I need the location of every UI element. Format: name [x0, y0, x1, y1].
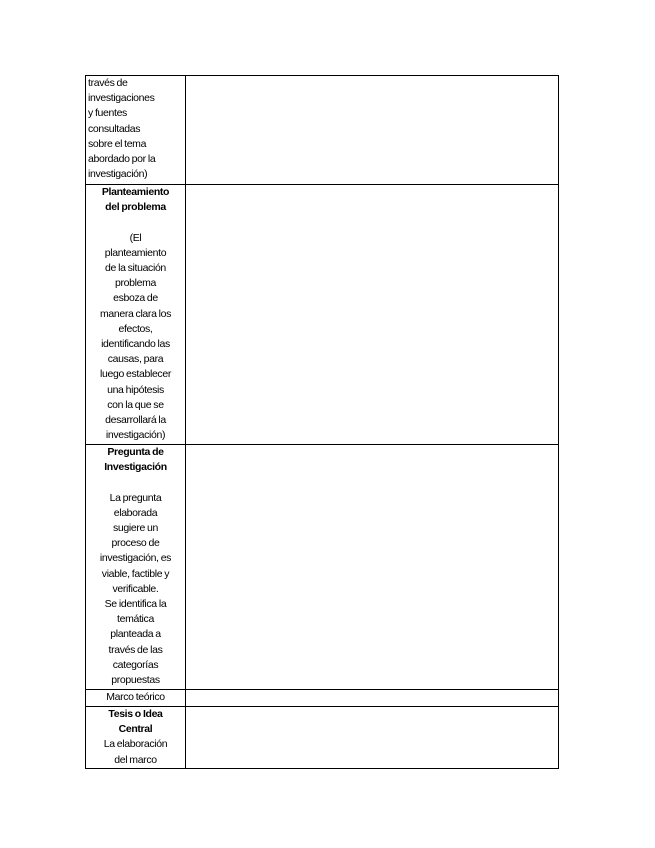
criterion-cell: [86, 76, 186, 185]
table-row: [86, 185, 559, 445]
criterion-title: Planteamiento del problema: [101, 186, 170, 214]
evaluation-rubric-table: [85, 75, 559, 769]
table-row: [86, 76, 559, 185]
criterion-cell: [86, 185, 186, 445]
criterion-description: Marco teórico: [106, 691, 165, 703]
response-cell[interactable]: [186, 76, 559, 185]
response-cell[interactable]: [186, 707, 559, 769]
spacer: [88, 215, 183, 230]
criterion-title: Tesis o Idea Central: [108, 708, 163, 736]
criterion-description: través de investigaciones y fuentes consultadas sobre el tema abordado por la investigación): [88, 77, 156, 181]
response-cell[interactable]: [186, 690, 559, 707]
criterion-title: Pregunta de Investigación: [104, 446, 167, 474]
table-row: [86, 707, 559, 769]
table-row: [86, 445, 559, 690]
spacer: [88, 475, 183, 490]
table-row: [86, 690, 559, 707]
criterion-cell: [86, 707, 186, 769]
response-cell[interactable]: [186, 445, 559, 690]
criterion-description: La elaboración del marco: [103, 738, 168, 766]
criterion-cell: [86, 445, 186, 690]
response-cell[interactable]: [186, 185, 559, 445]
criterion-description: (El planteamiento de la situación problema esboza de manera clara los efectos, identificando las causas, para luego establecer una hipótesis con la que se desarrollará la investigación): [99, 231, 172, 442]
criterion-cell: [86, 690, 186, 707]
criterion-description: La pregunta elaborada sugiere un proceso de investigación, es viable, factible y verificable. Se identifica la temática planteada a través de las categorías propuestas: [99, 491, 172, 687]
